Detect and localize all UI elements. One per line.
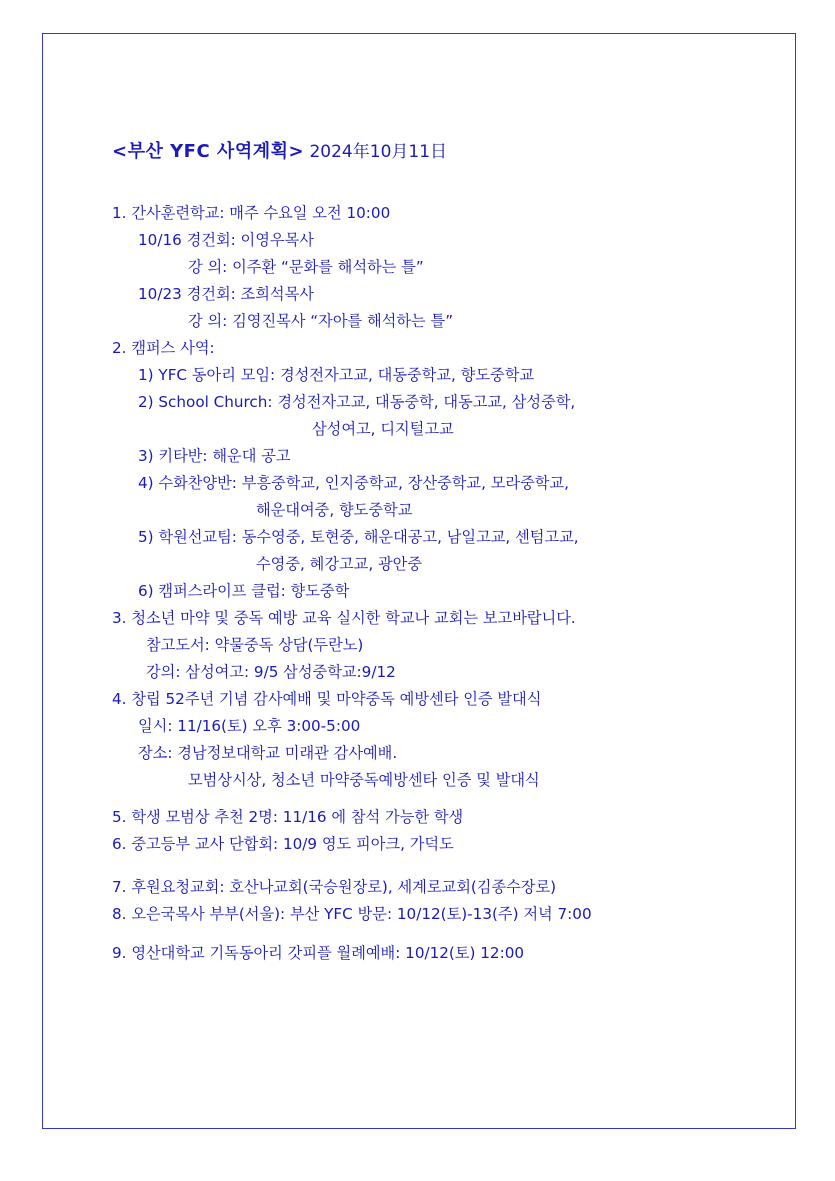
item-9: 9. 영산대학교 기독동아리 갓피플 월례예배: 10/12(토) 12:00 [112,944,525,962]
item-4-program: 모범상시상, 청소년 마약중독예방센타 인증 및 발대식 [188,771,540,789]
item-2-sub-5-cont: 수영중, 혜강고교, 광안중 [256,555,423,573]
item-2: 2. 캠퍼스 사역: [112,339,215,357]
item-4-datetime: 일시: 11/16(토) 오후 3:00-5:00 [138,717,361,735]
item-8: 8. 오은국목사 부부(서울): 부산 YFC 방문: 10/12(토)-13(주) 저녁 7:00 [112,905,592,923]
item-1: 1. 간사훈련학교: 매주 수요일 오전 10:00 [112,204,391,222]
document-title [112,137,447,163]
item-2-sub-1: 1) YFC 동아리 모임: 경성전자고교, 대동중학교, 향도중학교 [138,366,535,384]
item-1-worship-1016: 10/16 경건회: 이영우목사 [138,231,314,249]
item-1-lecture-1016: 강 의: 이주환 “문화를 해석하는 틀” [188,258,424,276]
item-2-sub-4-cont: 해운대여중, 향도중학교 [256,501,413,519]
item-2-sub-2: 2) School Church: 경성전자고교, 대동중학, 대동고교, 삼성중학, [138,393,576,411]
item-7: 7. 후원요청교회: 호산나교회(국승원장로), 세계로교회(김종수장로) [112,878,557,896]
item-1-worship-1023: 10/23 경건회: 조희석목사 [138,285,314,303]
item-3-lectures: 강의: 삼성여고: 9/5 삼성중학교:9/12 [146,663,396,681]
title-date: 2024年10月11日 [309,142,448,162]
item-2-sub-3: 3) 키타반: 해운대 공고 [138,447,291,465]
item-2-sub-4: 4) 수화찬양반: 부흥중학교, 인지중학교, 장산중학교, 모라중학교, [138,474,569,492]
item-3-reference: 참고도서: 약물중독 상담(두란노) [146,636,364,654]
item-2-sub-5: 5) 학원선교팀: 동수영중, 토현중, 해운대공고, 남일고교, 센텀고교, [138,528,579,546]
item-3: 3. 청소년 마약 및 중독 예방 교육 실시한 학교나 교회는 보고바랍니다. [112,609,576,627]
item-4-place: 장소: 경남정보대학교 미래관 감사예배. [138,744,398,762]
item-4: 4. 창립 52주년 기념 감사예배 및 마약중독 예방센타 인증 발대식 [112,690,542,708]
item-2-sub-6: 6) 캠퍼스라이프 클럽: 향도중학 [138,582,350,600]
item-5: 5. 학생 모범상 추천 2명: 11/16 에 참석 가능한 학생 [112,808,464,826]
title-main: <부산 YFC 사역계획> [112,141,305,162]
item-2-sub-2-cont: 삼성여고, 디지털고교 [312,420,454,438]
item-1-lecture-1023: 강 의: 김영진목사 “자아를 해석하는 틀” [188,312,454,330]
item-6: 6. 중고등부 교사 단합회: 10/9 영도 피아크, 가덕도 [112,835,454,853]
